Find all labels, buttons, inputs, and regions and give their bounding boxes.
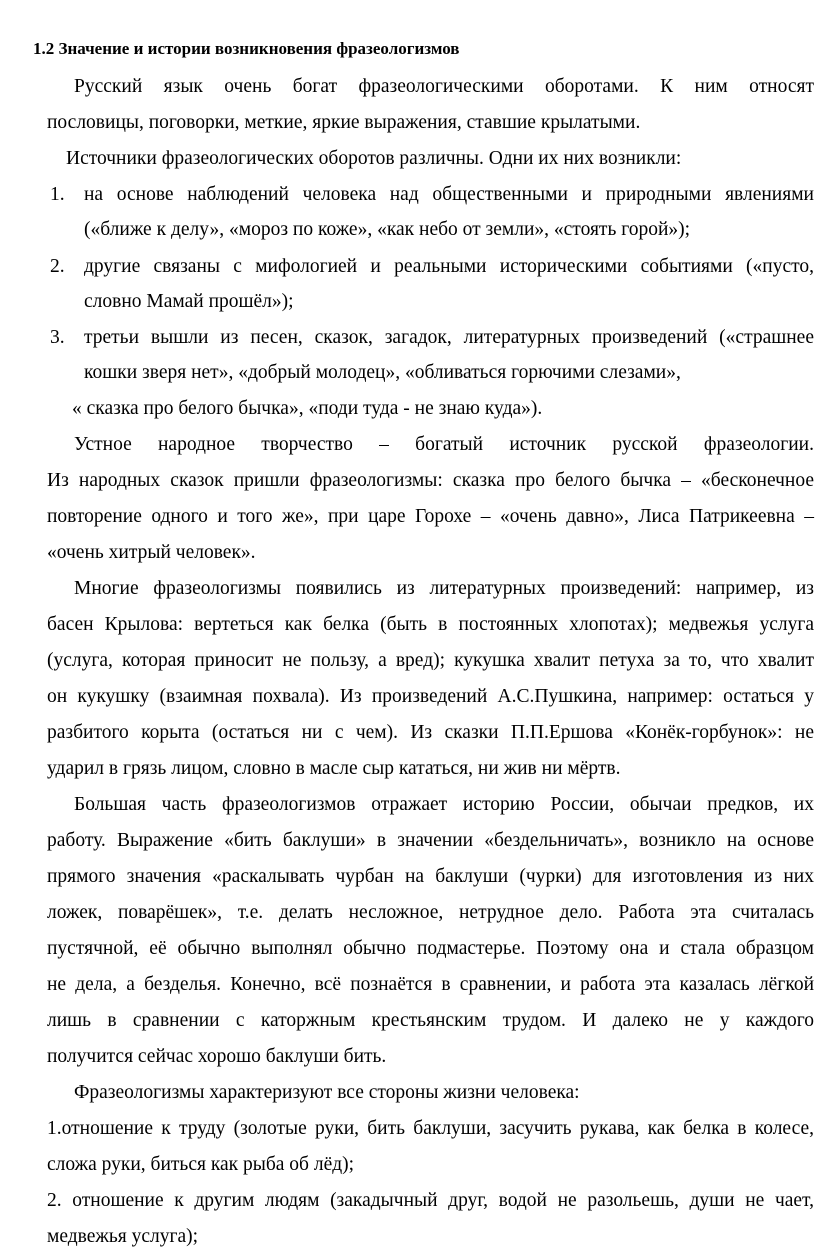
aspect-item-2-line-1: 2. отношение к другим людям (закадычный друг, водой не разольешь, души не чает, — [47, 1190, 814, 1211]
aspect-item-1-line-1: 1.отношение к труду (золотые руки, бить баклуши, засучить рукава, как белка в колесе, — [47, 1118, 814, 1139]
history-para-line-4: ложек, поварёшек», т.е. делать несложное, нетрудное дело. Работа эта считалась — [47, 902, 814, 923]
list-number-3: 3. — [50, 327, 65, 348]
intro-line-1: Русский язык очень богат фразеологическими оборотами. К ним относят — [74, 76, 814, 97]
history-para-line-5: пустячной, её обычно выполнял обычно подмастерье. Поэтому она и стала образцом — [47, 938, 814, 959]
intro-line-2: пословицы, поговорки, меткие, яркие выражения, ставшие крылатыми. — [47, 112, 641, 133]
literary-para-line-4: он кукушку (взаимная похвала). Из произведений А.С.Пушкина, например: остаться у — [47, 686, 814, 707]
history-para-line-3: прямого значения «раскалывать чурбан на баклуши (чурки) для изготовления из них — [47, 866, 814, 887]
list-item-2-line-1: другие связаны с мифологией и реальными историческими событиями («пусто, — [84, 256, 814, 277]
literary-para-line-1: Многие фразеологизмы появились из литературных произведений: например, из — [74, 578, 814, 599]
history-para-line-8: получится сейчас хорошо баклуши бить. — [47, 1046, 387, 1067]
aspect-item-2-line-2: медвежья услуга); — [47, 1226, 199, 1247]
list-item-1-line-1: на основе наблюдений человека над общественными и природными явлениями — [84, 184, 814, 205]
list-item-1-line-2: («ближе к делу», «мороз по коже», «как небо от земли», «стоять горой»); — [84, 219, 691, 240]
folk-para-line-2: Из народных сказок пришли фразеологизмы: сказка про белого бычка – «бесконечное — [47, 470, 814, 491]
history-para-line-7: лишь в сравнении с каторжным крестьянским трудом. И далеко не у каждого — [47, 1010, 814, 1031]
literary-para-line-2: басен Крылова: вертеться как белка (быть в постоянных хлопотах); медвежья услуга — [47, 614, 814, 635]
section-heading: 1.2 Значение и истории возникновения фразеологизмов — [33, 39, 460, 58]
aspect-item-1-line-2: сложа руки, биться как рыба об лёд); — [47, 1154, 355, 1175]
list-item-3-line-1: третьи вышли из песен, сказок, загадок, литературных произведений («страшнее — [84, 327, 814, 348]
folk-para-line-4: «очень хитрый человек». — [47, 542, 256, 563]
literary-para-line-5: разбитого корыта (остаться ни с чем). Из сказки П.П.Ершова «Конёк-горбунок»: не — [47, 722, 814, 743]
list-item-3-line-2: кошки зверя нет», «добрый молодец», «обливаться горючими слезами», — [84, 362, 681, 383]
list-number-2: 2. — [50, 256, 65, 277]
history-para-line-6: не дела, а безделья. Конечно, всё познаётся в сравнении, и работа эта казалась лёгкой — [47, 974, 814, 995]
list-item-3-line-3: « сказка про белого бычка», «поди туда - не знаю куда»). — [72, 398, 543, 419]
history-para-line-1: Большая часть фразеологизмов отражает историю России, обычаи предков, их — [74, 794, 814, 815]
literary-para-line-6: ударил в грязь лицом, словно в масле сыр кататься, ни жив ни мёртв. — [47, 758, 621, 779]
aspects-intro: Фразеологизмы характеризуют все стороны жизни человека: — [74, 1082, 580, 1103]
folk-para-line-3: повторение одного и того же», при царе Горохе – «очень давно», Лиса Патрикеевна – — [47, 506, 814, 527]
folk-para-line-1: Устное народное творчество – богатый источник русской фразеологии. — [74, 434, 814, 455]
literary-para-line-3: (услуга, которая приносит не пользу, а вред); кукушка хвалит петуха за то, что хвалит — [47, 650, 814, 671]
list-item-2-line-2: словно Мамай прошёл»); — [84, 291, 294, 312]
sources-intro: Источники фразеологических оборотов различны. Одни их них возникли: — [66, 148, 682, 169]
history-para-line-2: работу. Выражение «бить баклуши» в значении «бездельничать», возникло на основе — [47, 830, 814, 851]
list-number-1: 1. — [50, 184, 65, 205]
